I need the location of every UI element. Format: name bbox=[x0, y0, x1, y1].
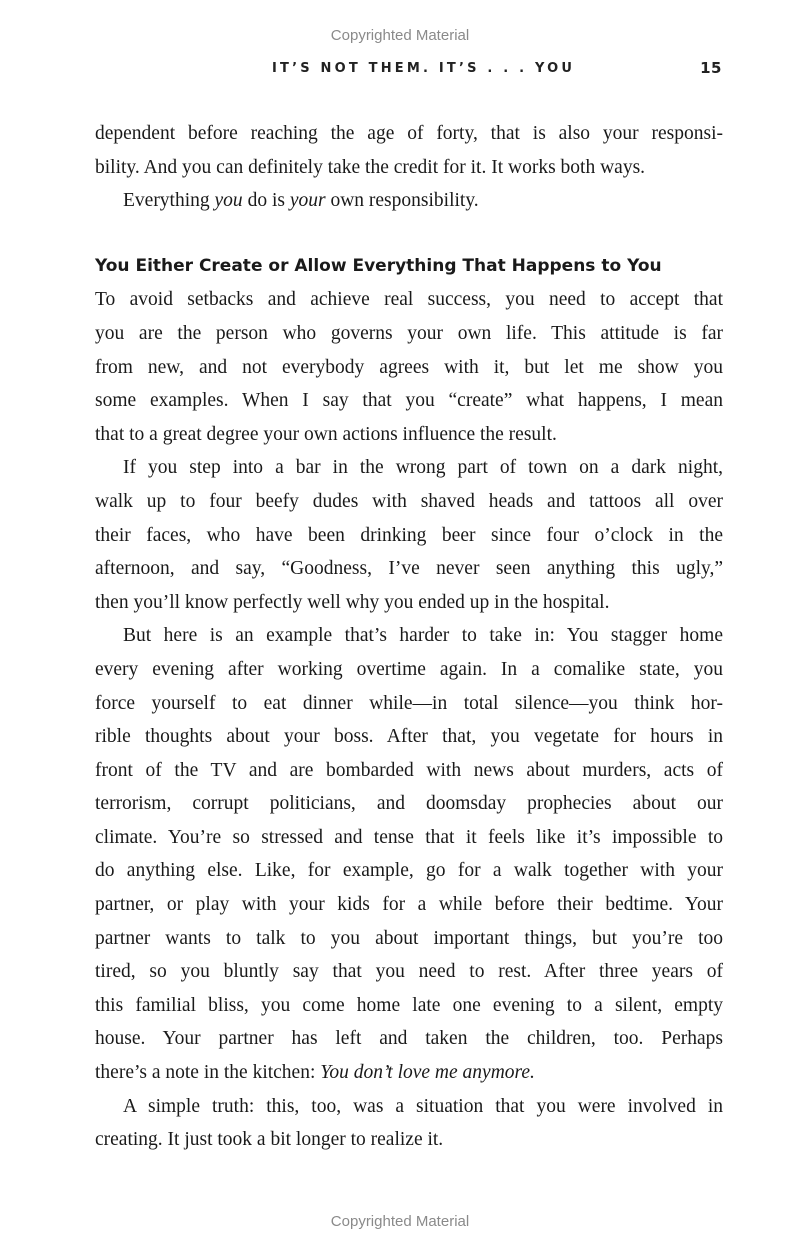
text-line: walk up to four beefy dudes with shaved heads and tattoos all over bbox=[95, 490, 723, 512]
text-line: rible thoughts about your boss. After that, you vegetate for hours in bbox=[95, 726, 723, 748]
text-line: this familial bliss, you come home late one evening to a silent, empty bbox=[95, 994, 723, 1016]
body-text bbox=[95, 117, 723, 1157]
text-line: But here is an example that’s harder to take in: You stagger home bbox=[123, 625, 723, 647]
page-number: 15 bbox=[700, 59, 722, 77]
text-line: house. Your partner has left and taken the children, too. Perhaps bbox=[95, 1028, 723, 1050]
text-line: some examples. When I say that you “create” what happens, I mean bbox=[95, 390, 723, 412]
text-line: bility. And you can definitely take the credit for it. It works both ways. bbox=[95, 156, 646, 178]
text-line: front of the TV and are bombarded with news about murders, acts of bbox=[95, 759, 723, 781]
running-head bbox=[0, 59, 800, 79]
emphasis-your: your bbox=[289, 190, 326, 212]
text-line: their faces, who have been drinking beer since four o’clock in the bbox=[95, 524, 723, 546]
emphasis-note: You don’t love me anymore. bbox=[320, 1062, 535, 1084]
text-line: that to a great degree your own actions influence the result. bbox=[95, 423, 557, 445]
copyright-watermark-bottom: Copyrighted Material bbox=[330, 1213, 470, 1230]
text-line-note bbox=[95, 1056, 723, 1090]
text-line: climate. You’re so stressed and tense that it feels like it’s impossible to bbox=[95, 826, 723, 848]
text-line: then you’ll know perfectly well why you ended up in the hospital. bbox=[95, 591, 610, 613]
chapter-running-title: IT’S NOT THEM. IT’S . . . YOU bbox=[272, 61, 576, 76]
emphasis-you: you bbox=[214, 190, 243, 212]
text-span: do is bbox=[242, 190, 290, 212]
text-line: do anything else. Like, for example, go for a walk together with your bbox=[95, 860, 723, 882]
text-span: own responsibility. bbox=[325, 190, 479, 212]
text-line: If you step into a bar in the wrong part of town on a dark night, bbox=[123, 457, 723, 479]
text-line: you are the person who governs your own life. This attitude is far bbox=[95, 322, 723, 344]
text-line: partner, or play with your kids for a while before their bedtime. Your bbox=[95, 894, 723, 916]
text-line: A simple truth: this, too, was a situation that you were involved in bbox=[123, 1095, 723, 1117]
text-line: afternoon, and say, “Goodness, I’ve never seen anything this ugly,” bbox=[95, 558, 723, 580]
text-span: Everything bbox=[123, 190, 215, 212]
text-line: terrorism, corrupt politicians, and doomsday prophecies about our bbox=[95, 793, 723, 815]
text-line: To avoid setbacks and achieve real success, you need to accept that bbox=[95, 289, 723, 311]
section-heading: You Either Create or Allow Everything That Happens to You bbox=[95, 255, 662, 276]
text-line: tired, so you bluntly say that you need to rest. After three years of bbox=[95, 961, 723, 983]
text-line: every evening after working overtime again. In a comalike state, you bbox=[95, 658, 723, 680]
text-line: dependent before reaching the age of forty, that is also your responsi- bbox=[95, 123, 723, 144]
paragraph-everything bbox=[95, 184, 723, 218]
text-line: from new, and not everybody agrees with it, but let me show you bbox=[95, 356, 723, 378]
text-line: force yourself to eat dinner while—in total silence—you think hor- bbox=[95, 692, 723, 714]
copyright-watermark-top: Copyrighted Material bbox=[330, 27, 470, 44]
text-line: partner wants to talk to you about important things, but you’re too bbox=[95, 927, 723, 949]
section-spacer bbox=[95, 218, 723, 250]
text-span: there’s a note in the kitchen: bbox=[95, 1062, 321, 1084]
text-line: creating. It just took a bit longer to realize it. bbox=[95, 1129, 444, 1151]
